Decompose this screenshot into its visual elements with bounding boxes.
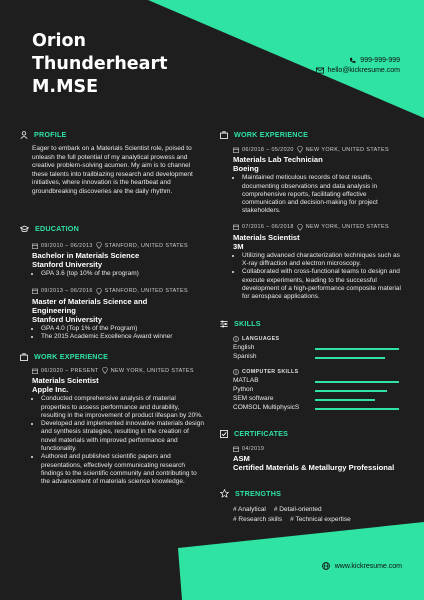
skill-row: COMSOL MultiphysicS bbox=[233, 403, 406, 412]
work-bullets bbox=[233, 174, 406, 215]
certificates-section bbox=[220, 429, 406, 472]
skills-section bbox=[220, 319, 406, 412]
strength-tag: # Research skills bbox=[233, 516, 283, 523]
education-school: Stanford University bbox=[32, 260, 103, 270]
work-experience-right-section bbox=[220, 130, 406, 302]
computer-skills-group bbox=[220, 369, 406, 412]
work-meta: 06/2020 – PRESENT NEW YORK, UNITED STATES bbox=[32, 367, 205, 374]
education-school: Stanford University bbox=[32, 314, 103, 324]
envelope-icon bbox=[316, 67, 324, 74]
work-experience-heading: WORK EXPERIENCE bbox=[220, 130, 406, 139]
work-company: 3M bbox=[233, 241, 244, 251]
skills-bars-icon bbox=[220, 320, 228, 328]
skill-level-fill bbox=[315, 390, 387, 392]
strengths-row bbox=[233, 505, 406, 515]
work-item bbox=[220, 224, 406, 302]
footer-accent-shape bbox=[178, 522, 424, 600]
star-icon bbox=[220, 489, 229, 498]
strengths-heading: STRENGTHS bbox=[220, 489, 406, 498]
list-item: • The 2015 Academic Excellence Award winner bbox=[41, 333, 210, 341]
computer-skills-list bbox=[233, 376, 406, 412]
work-item bbox=[220, 146, 406, 216]
strengths-row bbox=[233, 515, 406, 525]
languages-heading: LANGUAGES bbox=[233, 336, 406, 342]
education-degree: Master of Materials Science and Engineering bbox=[32, 296, 148, 315]
skill-level-fill bbox=[315, 381, 399, 383]
skill-level-bar bbox=[315, 348, 399, 350]
briefcase-icon bbox=[20, 353, 28, 361]
skill-level-bar bbox=[315, 390, 399, 392]
work-role: Materials Scientist bbox=[233, 232, 300, 242]
profile-section bbox=[20, 130, 205, 197]
education-heading: EDUCATION bbox=[20, 224, 210, 233]
skill-row: English bbox=[233, 343, 406, 352]
work-role: Materials Scientist bbox=[32, 376, 99, 385]
list-item: • Utilizing advanced characterization techniques such as X-ray diffraction and electron microscopy. bbox=[242, 252, 406, 269]
briefcase-icon bbox=[220, 131, 228, 139]
skill-level-fill bbox=[315, 399, 375, 401]
profile-text: Eager to embark on a Materials Scientist role, poised to unleash the full potential of my analytical prowess and creative problem-solving acumen. My aim is to channel these talents into trailblazing research and development initiatives, where innovation is the heartbeat and groundbreaking discoveries are the daily rhythm. bbox=[32, 145, 193, 195]
calendar-icon bbox=[233, 147, 239, 153]
info-icon bbox=[233, 336, 239, 342]
location-pin-icon bbox=[96, 242, 102, 249]
list-item: • GPA 4.0 (Top 1% of the Program) bbox=[41, 325, 210, 333]
skill-level-bar bbox=[315, 408, 399, 410]
list-item: • Maintained meticulous records of test results, documenting observations and data analysis in comprehensive reports, facilitating effective communication and decision-making for project stakeholders. bbox=[242, 174, 406, 215]
education-meta: 09/2010 – 06/2013 STANFORD, UNITED STATES bbox=[32, 242, 210, 249]
skill-row: MATLAB bbox=[233, 376, 406, 385]
education-item bbox=[20, 288, 210, 342]
work-meta: 07/2016 – 06/2018 NEW YORK, UNITED STATES bbox=[233, 224, 406, 231]
certificate-icon bbox=[220, 430, 228, 438]
work-item bbox=[20, 367, 205, 486]
location-pin-icon bbox=[297, 224, 303, 231]
work-company: Apple Inc. bbox=[32, 385, 69, 395]
list-item: • Collaborated with cross-functional teams to design and execute experiments, leading to the successful development of a high-performance composite material for aerospace applications. bbox=[242, 268, 406, 301]
certificate-issuer: ASM bbox=[233, 454, 250, 463]
list-item: • Authored and published scientific papers and presentations, effectively communicating research findings to the scientific community and contributing to the advancement of materials science knowledge. bbox=[41, 453, 205, 486]
skill-level-fill bbox=[315, 348, 399, 350]
candidate-name: Orion Thunderheart M.MSE bbox=[32, 31, 168, 97]
contact-email[interactable]: hello@kickresume.com bbox=[316, 67, 400, 74]
skill-row: Spanish bbox=[233, 352, 406, 361]
education-section bbox=[20, 224, 210, 342]
calendar-icon bbox=[233, 224, 239, 230]
globe-icon bbox=[322, 562, 330, 570]
skill-level-bar bbox=[315, 357, 399, 359]
strengths-tags bbox=[220, 505, 406, 525]
skill-row: Python bbox=[233, 385, 406, 394]
work-company: Boeing bbox=[233, 164, 259, 174]
list-item: • GPA 3.6 (top 10% of the program) bbox=[41, 270, 210, 278]
certificate-meta: 04/2019 bbox=[233, 446, 406, 452]
work-experience-heading: WORK EXPERIENCE bbox=[20, 352, 205, 361]
work-role: Materials Lab Technician bbox=[233, 155, 323, 164]
strengths-section bbox=[220, 489, 406, 525]
certificate-item bbox=[220, 446, 406, 472]
education-bullets bbox=[32, 325, 210, 342]
computer-skills-heading: COMPUTER SKILLS bbox=[233, 369, 406, 375]
strength-tag: # Technical expertise bbox=[290, 516, 351, 523]
education-meta: 09/2013 – 06/2016 STANFORD, UNITED STATES bbox=[32, 288, 210, 295]
list-item: • Developed and implemented innovative materials design and synthesis strategies, resulting in the creation of novel materials with improved performance and functionality. bbox=[41, 420, 205, 453]
work-bullets bbox=[32, 395, 205, 486]
skill-row: SEM software bbox=[233, 394, 406, 403]
education-degree: Bachelor in Materials Science bbox=[32, 251, 140, 260]
skill-level-fill bbox=[315, 408, 399, 410]
location-pin-icon bbox=[102, 367, 108, 374]
certificate-name: Certified Materials & Metallurgy Professional bbox=[233, 463, 395, 473]
skills-heading: SKILLS bbox=[220, 319, 406, 328]
work-bullets bbox=[233, 252, 406, 302]
list-item: • Conducted comprehensive analysis of material properties to assess performance and durability, resulting in the improvement of product lifespan by 20%. bbox=[41, 395, 205, 420]
languages-group bbox=[220, 336, 406, 361]
education-bullets bbox=[32, 270, 210, 278]
calendar-icon bbox=[233, 446, 239, 452]
skill-level-fill bbox=[315, 357, 385, 359]
calendar-icon bbox=[32, 243, 38, 249]
phone-icon bbox=[349, 57, 356, 64]
education-item bbox=[20, 242, 210, 279]
work-experience-left-section bbox=[20, 352, 205, 486]
strength-tag: # Analytical bbox=[233, 506, 266, 513]
footer-website-link[interactable]: www.kickresume.com bbox=[322, 562, 402, 570]
info-icon bbox=[233, 369, 239, 375]
languages-list bbox=[233, 343, 406, 361]
calendar-icon bbox=[32, 288, 38, 294]
contact-phone[interactable]: 999-999-999 bbox=[349, 57, 400, 64]
work-meta: 06/2018 – 05/2020 NEW YORK, UNITED STATES bbox=[233, 146, 406, 153]
calendar-icon bbox=[32, 368, 38, 374]
skill-level-bar bbox=[315, 399, 399, 401]
skill-level-bar bbox=[315, 381, 399, 383]
location-pin-icon bbox=[96, 288, 102, 295]
strength-tag: # Detail-oriented bbox=[273, 506, 322, 513]
graduation-cap-icon bbox=[20, 225, 29, 233]
certificates-heading: CERTIFICATES bbox=[220, 429, 406, 438]
user-icon bbox=[20, 131, 28, 139]
profile-heading: PROFILE bbox=[20, 130, 205, 139]
location-pin-icon bbox=[297, 146, 303, 153]
